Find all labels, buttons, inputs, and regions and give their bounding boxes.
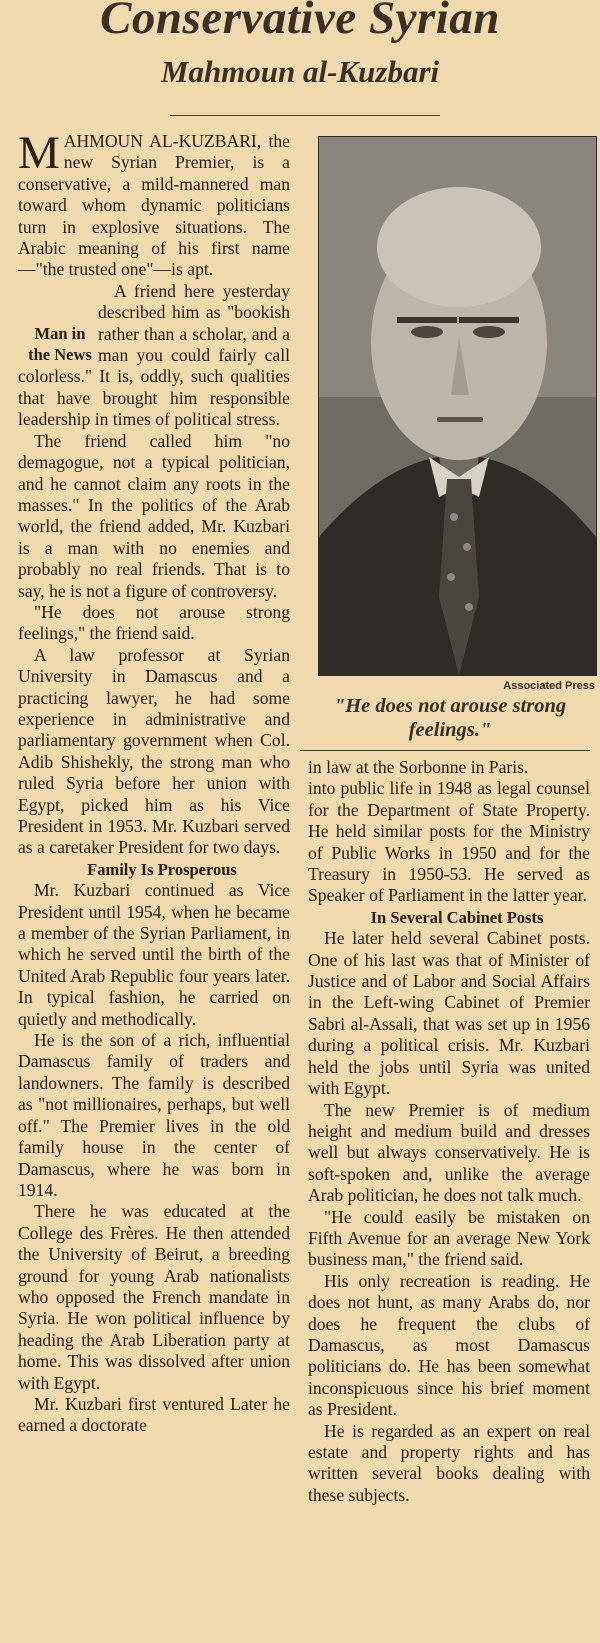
paragraph: His only recreation is reading. He does not hunt, as many Arabs do, nor does he frequent the clubs of Damascus, as most Damascus politicians do. He has been somewhat inconspicuous since his brief moment as President.	[308, 1270, 590, 1420]
paragraph: A friend here yesterday described him as "bookish rather than a scholar, and a man you could fairly call colorless." It is, oddly, such qualities that have brought him responsible leadership in times of political stress.	[18, 280, 290, 430]
photo-credit: Associated Press	[503, 680, 595, 692]
paragraph: "He does not arouse strong feelings," the friend said.	[18, 601, 290, 644]
paragraph: There he was educated at the College des Frères. He then attended the University of Beirut, a breeding ground for young Arab nationalists who opposed the French mandate in Syria. He won political influence by heading the Arab Liberation party at home. This was dissolved after union with Egypt.	[18, 1201, 290, 1393]
paragraph: in law at the Sorbonne in Paris.	[308, 757, 529, 777]
paragraph: He later held several Cabinet posts. One of his last was that of Minister of Justice and of Labor and Social Affairs in the Left-wing Cabinet of Premier Sabri al-Assali, that was set up in 1956 during a political crisis. Mr. Kuzbari held the jobs until Syria was united with Egypt.	[308, 928, 590, 1099]
lead-text: the new Syrian Premier, is a conservative, a mild-mannered man toward whom dynamic politicians turn in explosive situations. The Arabic meaning of his first name—"the trusted one"—is apt.	[18, 131, 290, 280]
caption-rule	[300, 750, 590, 751]
column-right	[308, 757, 590, 1506]
paragraph: He is regarded as an expert on real estate and property rights and has written several books dealing with these subjects.	[308, 1420, 590, 1505]
photo-caption: "He does not arouse strong feelings."	[333, 695, 567, 741]
paragraph: "He could easily be mistaken on Fifth Avenue for an average New York business man," the friend said.	[308, 1206, 590, 1270]
drop-cap: M	[18, 127, 60, 179]
paragraph: The friend called him "no demagogue, not a typical politician, and he cannot claim any roots in the masses." In the politics of the Arab world, the friend added, Mr. Kuzbari is a man with no enemies and probably no real friends. That is to say, he is not a figure of controversy.	[18, 430, 290, 601]
paragraph: Mr. Kuzbari first ventured Later he earned a doctorate	[18, 1393, 290, 1436]
column-left	[18, 127, 290, 1437]
man-in-the-news-box: Man in the News	[28, 323, 92, 365]
subhead-family: Family Is Prosperous	[87, 859, 237, 879]
subhead-cabinet: In Several Cabinet Posts	[370, 907, 544, 927]
paragraph: Mr. Kuzbari continued as Vice President until 1954, when he became a member of the Syrian Parliament, in which he served until the birth of the United Arab Republic four years later. In typical fashion, he carried on quietly and methodically.	[18, 880, 290, 1029]
lead-first-line: AHMOUN AL-KUZBARI,	[63, 131, 262, 151]
paragraph: into public life in 1948 as legal counsel for the Department of State Property. He held similar posts for the Ministry of Public Works in 1950 and for the Treasury in 1950-53. He served as Speaker of Parliament in the latter year.	[308, 778, 590, 906]
portrait-illustration	[319, 137, 596, 675]
lead-paragraph	[18, 127, 290, 281]
paragraph: A law professor at Syrian University in Damascus and a practicing lawyer, he had some experience in administrative and parliamentary government when Col. Adib Shishekly, the strong man who ruled Syria before her union with Egypt, picked him as his Vice President in 1953. Mr. Kuzbari served as a caretaker President for two days.	[18, 644, 290, 858]
paragraph: He is the son of a rich, influential Damascus family of traders and landowners. The family is described as "not millionaires, perhaps, but well off." The Premier lives in the old family house in the center of Damascus, where he was born in 1914.	[18, 1030, 290, 1200]
paragraph: The new Premier is of medium height and medium build and dresses well but always conservatively. He is soft-spoken and, unlike the average Arab politician, he does not talk much.	[308, 1099, 590, 1206]
headline: Conservative Syrian	[100, 0, 500, 44]
byline-rule	[170, 115, 440, 116]
portrait-photo	[318, 136, 597, 676]
byline: Mahmoun al-Kuzbari	[160, 54, 440, 89]
